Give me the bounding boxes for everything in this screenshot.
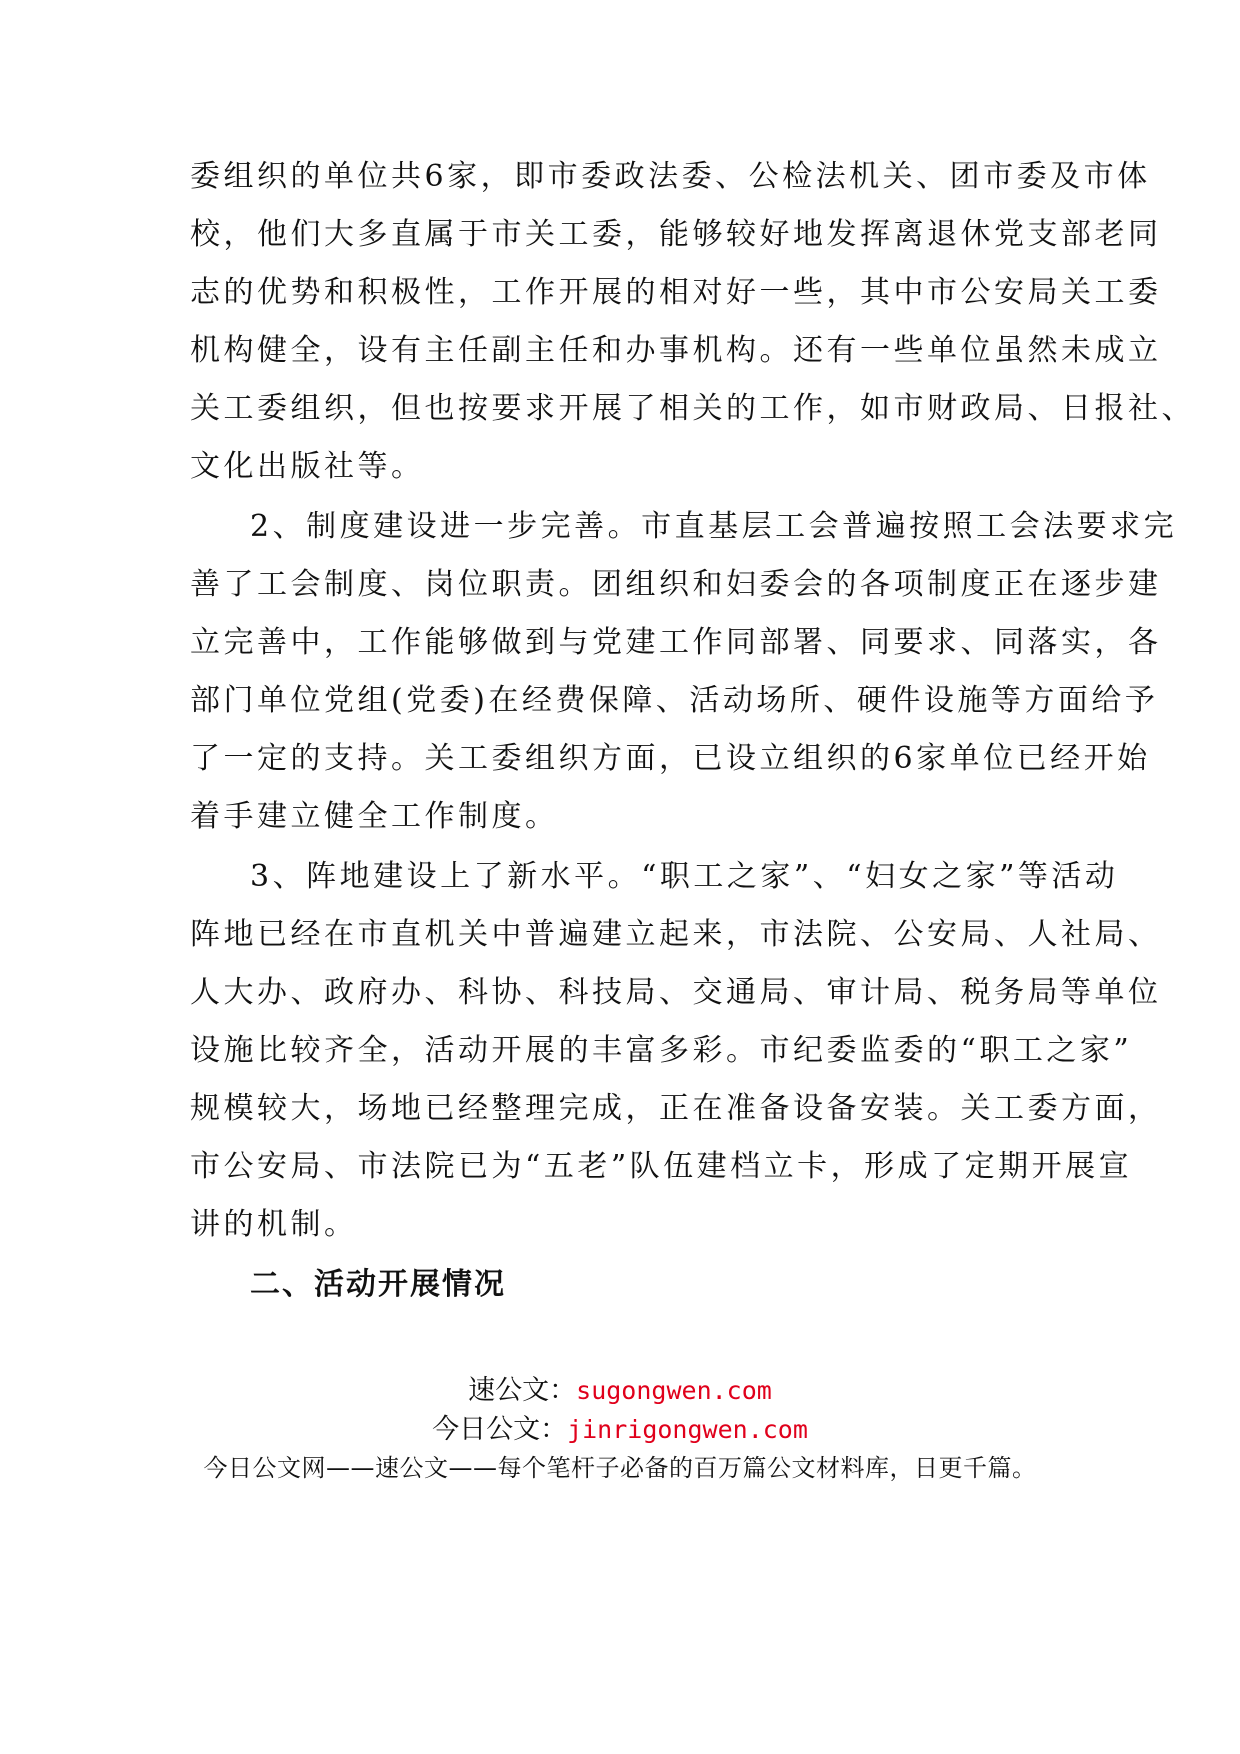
body-line: 善了工会制度、岗位职责。团组织和妇委会的各项制度正在逐步建	[190, 567, 1162, 602]
body-line: 人大办、政府办、科协、科技局、交通局、审计局、税务局等单位	[190, 975, 1162, 1010]
body-line: 了一定的支持。关工委组织方面，已设立组织的6家单位已经开始	[190, 741, 1151, 776]
paragraph-2-first-line: 2、制度建设进一步完善。市直基层工会普遍按照工会法要求完	[250, 509, 1178, 544]
footer-site-2	[0, 1413, 1240, 1447]
body-line: 校，他们大多直属于市关工委，能够较好地发挥离退休党支部老同	[190, 217, 1162, 252]
footer-site-1	[0, 1374, 1240, 1408]
body-line: 着手建立健全工作制度。	[190, 799, 559, 834]
body-line: 委组织的单位共6家，即市委政法委、公检法机关、团市委及市体	[190, 159, 1151, 194]
paragraph-3-first-line: 3、阵地建设上了新水平。“职工之家”、“妇女之家”等活动	[250, 859, 1119, 894]
footer-site-1-url[interactable]: sugongwen.com	[576, 1376, 772, 1405]
body-line: 阵地已经在市直机关中普遍建立起来，市法院、公安局、人社局、	[190, 917, 1162, 952]
body-line: 市公安局、市法院已为“五老”队伍建档立卡，形成了定期开展宣	[190, 1149, 1133, 1184]
footer-site-1-label: 速公文：	[468, 1375, 577, 1406]
footer-site-2-label: 今日公文：	[432, 1414, 568, 1445]
body-line: 机构健全，设有主任副主任和办事机构。还有一些单位虽然未成立	[190, 333, 1162, 368]
body-line: 规模较大，场地已经整理完成，正在准备设备安装。关工委方面，	[190, 1091, 1162, 1126]
body-line: 部门单位党组(党委)在经费保障、活动场所、硬件设施等方面给予	[190, 683, 1159, 718]
body-line: 设施比较齐全，活动开展的丰富多彩。市纪委监委的“职工之家”	[190, 1033, 1133, 1068]
footer-slogan: 今日公文网——速公文——每个笔杆子必备的百万篇公文材料库，日更千篇。	[203, 1454, 1037, 1482]
footer-site-2-url[interactable]: jinrigongwen.com	[567, 1415, 808, 1444]
body-line: 立完善中，工作能够做到与党建工作同部署、同要求、同落实，各	[190, 625, 1162, 660]
body-line: 关工委组织，但也按要求开展了相关的工作，如市财政局、日报社、	[190, 391, 1195, 426]
body-line: 讲的机制。	[190, 1207, 358, 1242]
body-line: 志的优势和积极性，工作开展的相对好一些，其中市公安局关工委	[190, 275, 1162, 310]
section-heading: 二、活动开展情况	[250, 1267, 506, 1302]
body-line: 文化出版社等。	[190, 449, 425, 484]
